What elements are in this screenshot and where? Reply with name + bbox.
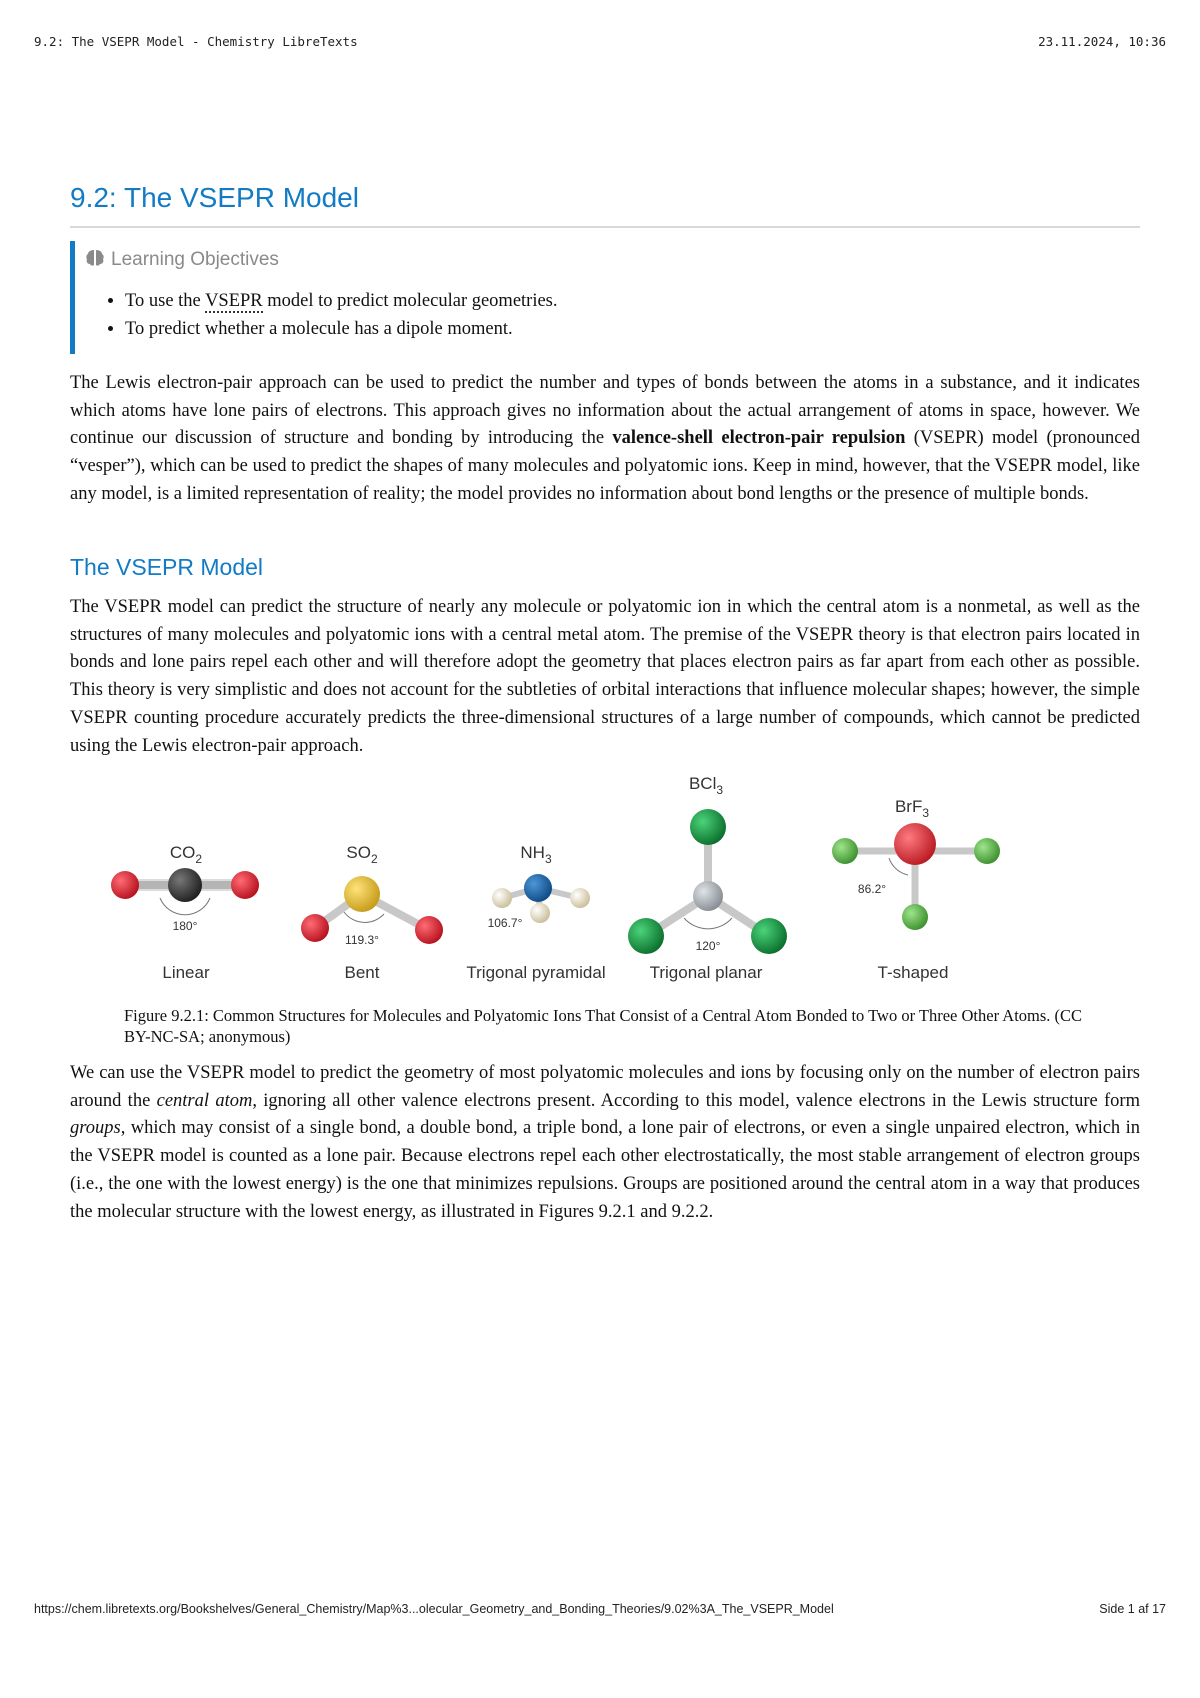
chlorine-atom — [690, 809, 726, 845]
vsepr-abbreviation[interactable]: VSEPR — [205, 291, 263, 311]
bcl3-molecule — [628, 774, 787, 982]
figure-caption: Figure 9.2.1: Common Structures for Molecules and Polyatomic Ions That Consist of a Central Atom Bonded to Two or Three Other Atoms. (CC BY-NC-SA; anonymous) — [124, 1006, 1083, 1046]
shape-label-trigonal-planar: Trigonal planar — [649, 963, 763, 982]
shape-label-bent: Bent — [344, 963, 380, 982]
shape-label-linear: Linear — [162, 963, 210, 982]
learning-objectives-header — [85, 249, 279, 273]
boron-atom — [693, 881, 723, 911]
print-footer — [34, 1602, 1166, 1620]
section-paragraph: The VSEPR model can predict the structure of nearly any molecule or polyatomic ion in which the central atom is a nonmetal, as well as the structures of many molecules and polyatomic ions with a central metal atom. The premise of the VSEPR theory is that electron pairs located in bonds and lone pairs repel each other and will therefore adopt the geometry that places electron pairs as far apart from each other as possible. This theory is very simplistic and does not account for the subtleties of orbital interactions that influence molecular shapes; however, the simple VSEPR counting procedure accurately predicts the three-dimensional structures of a large number of compounds, which cannot be predicted using the Lewis electron-pair approach. — [70, 597, 1140, 756]
print-datetime: 23.11.2024, 10:36 — [1038, 34, 1166, 49]
hydrogen-atom — [492, 888, 512, 908]
list-item: • To predict whether a molecule has a dipole moment. — [125, 315, 558, 343]
learning-objectives-title: Learning Objectives — [111, 249, 279, 270]
page-count: Side 1 af 17 — [1099, 1602, 1166, 1616]
bromine-atom — [894, 823, 936, 865]
brf3-angle: 86.2° — [857, 882, 887, 896]
section-heading: The VSEPR Model — [70, 554, 264, 580]
nh3-formula: $NH_3$ — [520, 843, 552, 866]
print-url: https://chem.libretexts.org/Bookshelves/General_Chemistry/Map%3...olecular_Geometry_and_Bonding_Theories/9.02%3A_The_VSEPR_Model — [34, 1602, 834, 1616]
hydrogen-atom — [570, 888, 590, 908]
so2-angle: 119.3° — [345, 933, 379, 947]
chlorine-atom — [628, 918, 664, 954]
sulfur-atom — [344, 876, 380, 912]
shape-label-t-shaped: T-shaped — [877, 963, 949, 982]
molecular-structures-figure — [100, 772, 1120, 992]
fluorine-atom — [832, 838, 858, 864]
groups-paragraph: We can use the VSEPR model to predict the geometry of most polyatomic molecules and ions by focusing only on the number of electron pairs around the central atom, ignoring all other valence electrons present. According to this model, valence electrons in the Lewis structure form groups, which may consist of a single bond, a double bond, a triple bond, a lone pair of electrons, or even a single unpaired electron, which in the VSEPR model is counted as a lone pair. Because electrons repel each other electrostatically, the most stable arrangement of electron groups (i.e., the one with the lowest energy) is the one that minimizes repulsions. Groups are positioned around the central atom in a way that produces the molecular structure with the lowest energy, as illustrated in Figures 9.2.1 and 9.2.2. — [70, 1063, 1140, 1222]
oxygen-atom — [111, 871, 139, 899]
print-page-title: 9.2: The VSEPR Model - Chemistry LibreTexts — [34, 34, 358, 49]
title-divider — [70, 226, 1140, 228]
oxygen-atom — [301, 914, 329, 942]
co2-molecule — [111, 843, 259, 982]
so2-formula: $SO_2$ — [346, 843, 378, 866]
brf3-molecule — [832, 797, 1000, 982]
list-item: • To use the VSEPR model to predict molecular geometries. — [125, 287, 558, 315]
fluorine-atom — [974, 838, 1000, 864]
term-groups: groups — [70, 1118, 121, 1139]
hydrogen-atom — [530, 903, 550, 923]
brf3-formula: BrF$_3$ — [894, 797, 930, 820]
bcl3-formula: BCl$_3$ — [688, 774, 724, 797]
brain-icon — [85, 249, 105, 273]
nh3-angle: 106.7° — [487, 916, 523, 930]
oxygen-atom — [231, 871, 259, 899]
term-central-atom: central atom — [156, 1090, 253, 1111]
intro-paragraph: The Lewis electron-pair approach can be used to predict the number and types of bonds between the atoms in a substance, and it indicates which atoms have lone pairs of electrons. This approach gives no information about the actual arrangement of atoms in space, however. We continue our discussion of structure and bonding by introducing the valence-shell electron-pair repulsion (VSEPR) model (pronounced “vesper”), which can be used to predict the shapes of many molecules and polyatomic ions. Keep in mind, however, that the VSEPR model, like any model, is a limited representation of reality; the model provides no information about bond lengths or the presence of multiple bonds. — [70, 373, 1140, 504]
nh3-molecule — [466, 843, 605, 982]
fluorine-atom — [902, 904, 928, 930]
shape-label-trigonal-pyramidal: Trigonal pyramidal — [466, 963, 606, 982]
learning-objectives-box — [70, 241, 1145, 354]
oxygen-atom — [415, 916, 443, 944]
carbon-atom — [168, 868, 202, 902]
term-vsepr: valence-shell electron-pair repulsion — [612, 428, 906, 449]
print-header — [34, 34, 1166, 52]
co2-formula: $CO_2$ — [169, 843, 203, 866]
nitrogen-atom — [524, 874, 552, 902]
bcl3-angle: 120° — [695, 939, 721, 953]
co2-angle: 180° — [172, 919, 198, 933]
so2-molecule — [301, 843, 443, 982]
learning-objectives-list — [103, 287, 558, 343]
page-title: 9.2: The VSEPR Model — [70, 182, 359, 213]
chlorine-atom — [751, 918, 787, 954]
